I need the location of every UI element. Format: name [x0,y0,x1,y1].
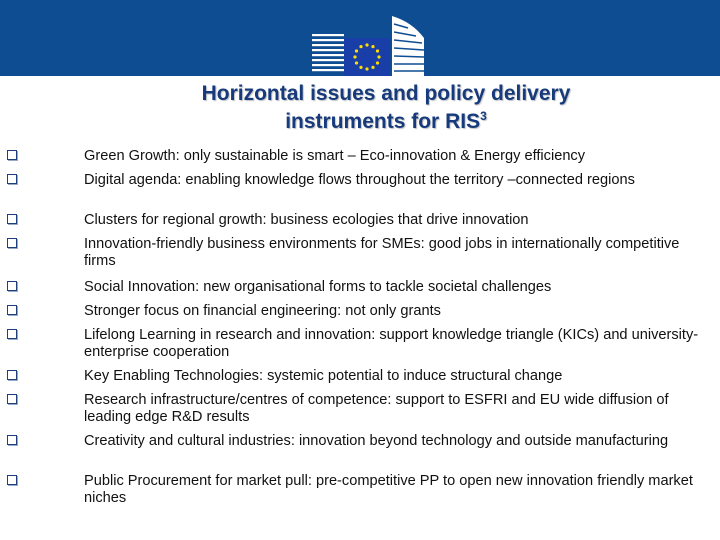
list-item-text: Public Procurement for market pull: pre-competitive PP to open new innovation friendly market niches [84,473,693,506]
list-item-text: Clusters for regional growth: business ecologies that drive innovation [84,212,529,228]
list-item-text: Research infrastructure/centres of competence: support to ESFRI and EU wide diffusion of leading edge R&D results [84,392,669,425]
checkbox-bullet-icon [7,435,17,445]
checkbox-bullet-icon [7,370,17,380]
list-item-text: Key Enabling Technologies: systemic potential to induce structural change [84,368,563,384]
checkbox-bullet-icon [7,174,17,184]
slide-title [0,80,720,136]
list-item-text: Stronger focus on financial engineering: not only grants [84,303,441,319]
checkbox-bullet-icon [7,150,17,160]
eu-commission-logo [308,10,428,76]
list-item-text: Social Innovation: new organisational forms to tackle societal challenges [84,279,552,295]
title-line-2: instruments for RIS$^3$ [285,109,487,133]
title-line-1: Horizontal issues and policy delivery [201,82,571,105]
checkbox-bullet-icon [7,475,17,485]
list-item-text: Green Growth: only sustainable is smart – Eco-innovation & Energy efficiency [84,148,586,164]
checkbox-bullet-icon [7,305,17,315]
checkbox-bullet-icon [7,394,17,404]
checkbox-bullet-icon [7,329,17,339]
checkbox-bullet-icon [7,281,17,291]
list-item-text: Innovation-friendly business environments for SMEs: good jobs in internationally competitive firms [84,236,680,269]
list-item-text: Creativity and cultural industries: innovation beyond technology and outside manufacturing [84,433,669,449]
list-item-text: Digital agenda: enabling knowledge flows throughout the territory –connected regions [84,172,635,188]
checkbox-bullet-icon [7,238,17,248]
checkbox-bullet-icon [7,214,17,224]
list-item-text: Lifelong Learning in research and innovation: support knowledge triangle (KICs) and university-enterprise cooperation [84,327,699,360]
title-superscript: 3 [480,109,487,123]
